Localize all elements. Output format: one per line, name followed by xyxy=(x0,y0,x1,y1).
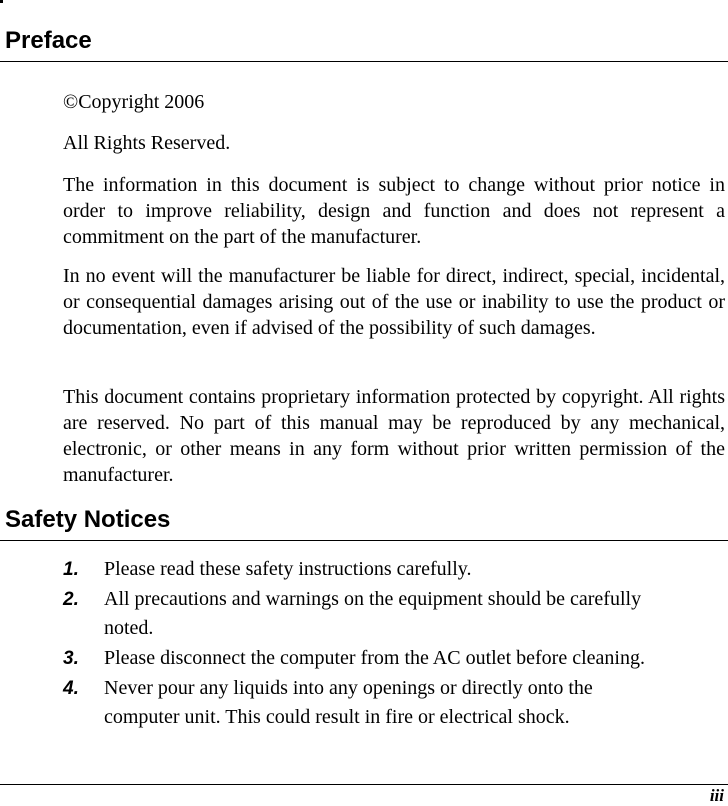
rights-text: All Rights Reserved. xyxy=(63,132,231,154)
proprietary-line-3: any mechanical, electronic, or other means in any form without prior xyxy=(63,412,726,460)
safety-item-text: All precautions and warnings on the equipment should be carefully xyxy=(104,588,642,610)
copyright-line xyxy=(63,89,725,115)
liability-line-4: of such damages. xyxy=(457,317,596,339)
safety-item-text-continued: computer unit. This could result in fire or electrical shock. xyxy=(104,706,570,728)
liability-paragraph xyxy=(63,263,725,341)
preface-heading: Preface xyxy=(5,27,92,54)
proprietary-line-4: written permission of the manufacturer. xyxy=(63,438,725,486)
rights-line xyxy=(63,130,725,156)
page-number: iii xyxy=(709,786,724,805)
safety-item xyxy=(0,585,728,643)
safety-item-number: 3. xyxy=(63,648,79,669)
proprietary-line-2: All rights are reserved. No part of this manual may be reproduced by xyxy=(63,386,725,434)
liability-line-3: to use the product or documentation, even if advised of the possibility xyxy=(63,291,726,339)
footer-rule xyxy=(0,784,728,785)
liability-line-1: In no event will the manufacturer be liable for direct, indirect, special, xyxy=(63,265,636,287)
proprietary-line-1: This document contains proprietary information protected by copyright. xyxy=(63,386,644,408)
safety-item-text: Never pour any liquids into any openings or directly onto the xyxy=(104,677,593,699)
safety-item-number: 2. xyxy=(63,589,79,610)
safety-item-number: 4. xyxy=(63,678,79,699)
safety-item xyxy=(0,644,728,673)
info-line-1: The information in this document is subject to change without prior xyxy=(63,174,643,196)
info-paragraph xyxy=(63,172,725,250)
info-line-2: notice in order to improve reliability, design and function and does not xyxy=(63,174,725,222)
safety-heading: Safety Notices xyxy=(5,506,171,533)
safety-item-text: Please disconnect the computer from the AC outlet before cleaning. xyxy=(104,647,645,669)
corner-mark xyxy=(0,0,3,3)
info-line-3: represent a commitment on the part of the manufacturer. xyxy=(63,200,726,248)
preface-rule xyxy=(0,61,728,62)
safety-rule xyxy=(0,540,728,541)
safety-list xyxy=(0,555,728,732)
safety-item-text: Please read these safety instructions carefully. xyxy=(104,558,472,580)
liability-line-2: incidental, or consequential damages arising out of the use or inability xyxy=(63,265,725,313)
safety-item xyxy=(0,555,728,584)
safety-item-number: 1. xyxy=(63,559,79,580)
proprietary-paragraph xyxy=(63,384,725,488)
safety-item xyxy=(0,674,728,732)
copyright-text: ©Copyright 2006 xyxy=(63,91,205,113)
safety-item-text-continued: noted. xyxy=(104,617,154,639)
